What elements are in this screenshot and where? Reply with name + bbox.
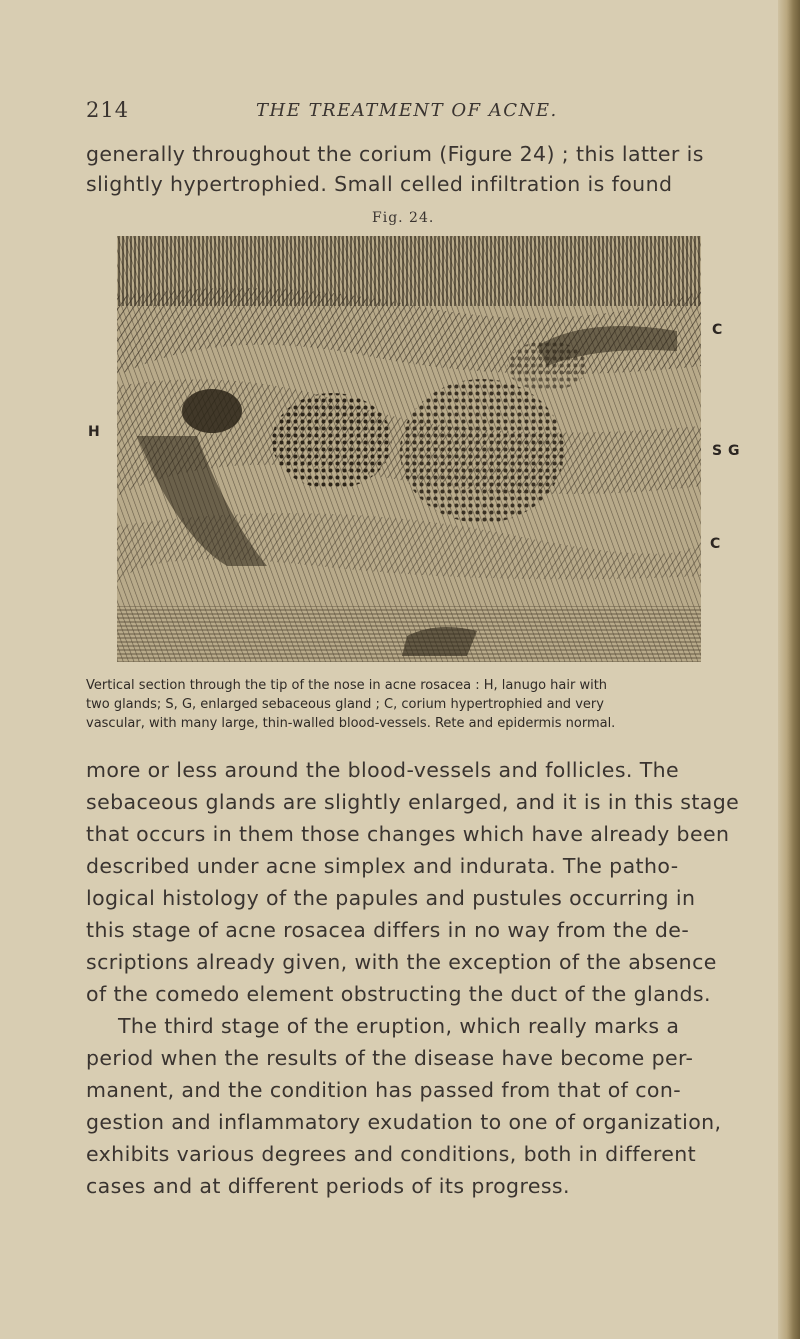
- body-line-5: logical histology of the papules and pustules occurring in: [86, 886, 696, 910]
- body-line-2: sebaceous glands are slightly enlarged, and it is in this stage: [86, 790, 740, 814]
- marker-g: G: [728, 443, 740, 459]
- body-line-7: scriptions already given, with the exception of the absence: [86, 950, 717, 974]
- top-line-1: generally throughout the corium (Figure 24) ; this latter is: [86, 142, 704, 166]
- body-line-12: gestion and inflammatory exudation to one of organization,: [86, 1110, 722, 1134]
- body-line-13: exhibits various degrees and conditions, both in different: [86, 1142, 697, 1166]
- page-edge: [778, 0, 800, 1339]
- body-line-10: period when the results of the disease have become per-: [86, 1046, 694, 1070]
- body-line-9: The third stage of the eruption, which really marks a: [118, 1014, 680, 1038]
- body-line-14: cases and at different periods of its progress.: [86, 1174, 570, 1198]
- body-line-6: this stage of acne rosacea differs in no way from the de-: [86, 918, 690, 942]
- caption-line-3: vascular, with many large, thin-walled blood-vessels. Rete and epidermis normal.: [86, 716, 616, 731]
- top-line-2: slightly hypertrophied. Small celled infiltration is found: [86, 172, 673, 196]
- running-title: THE TREATMENT OF ACNE.: [256, 100, 558, 121]
- histology-figure: [117, 236, 701, 662]
- page-number: 214: [86, 98, 130, 122]
- caption-line-1: Vertical section through the tip of the nose in acne rosacea : H, lanugo hair with: [86, 678, 608, 693]
- body-line-1: more or less around the blood-vessels and follicles. The: [86, 758, 680, 782]
- body-line-4: described under acne simplex and indurata. The patho-: [86, 854, 679, 878]
- marker-c-bottom: C: [710, 536, 721, 552]
- caption-line-2: two glands; S, G, enlarged sebaceous gland ; C, corium hypertrophied and very: [86, 697, 604, 712]
- marker-h: H: [88, 424, 100, 440]
- body-line-8: of the comedo element obstructing the duct of the glands.: [86, 982, 711, 1006]
- marker-c-top: C: [712, 322, 723, 338]
- body-line-11: manent, and the condition has passed from that of con-: [86, 1078, 682, 1102]
- marker-s: S: [712, 443, 723, 459]
- figure-caption: [86, 676, 746, 733]
- body-line-3: that occurs in them those changes which have already been: [86, 822, 730, 846]
- figure-label: Fig. 24.: [372, 210, 435, 226]
- page-header: [86, 98, 736, 128]
